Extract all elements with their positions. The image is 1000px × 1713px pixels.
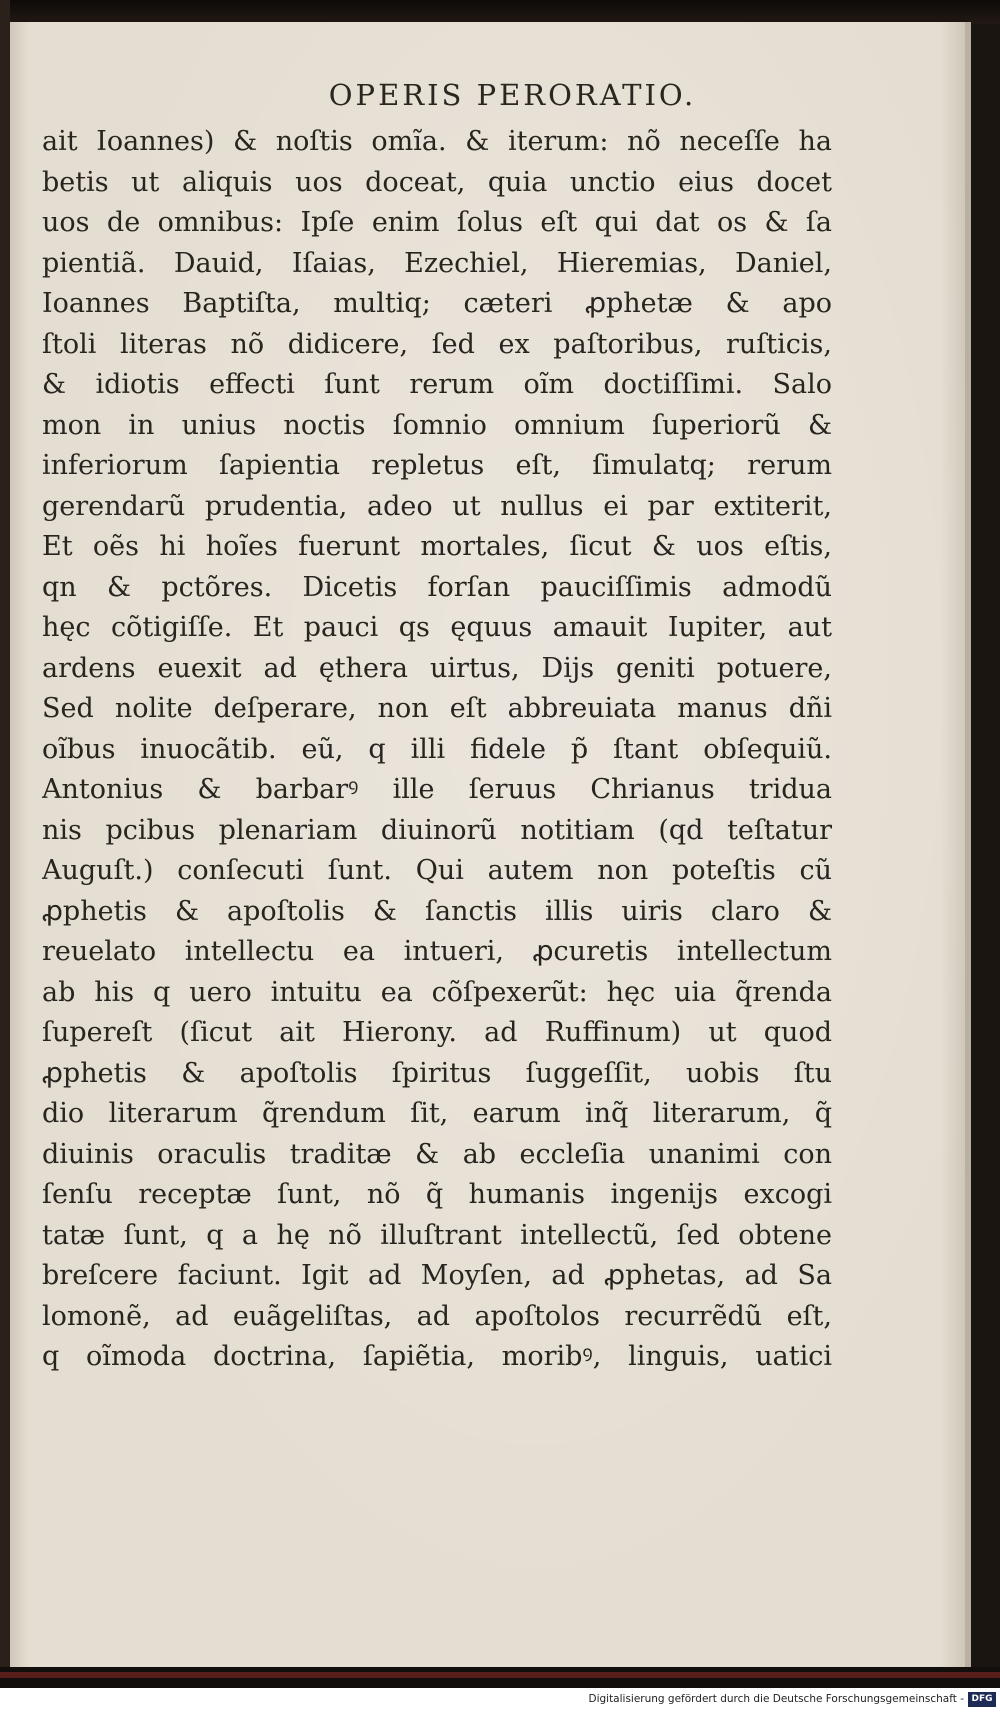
text-line: mon in unius noctis ſomnio omnium ſuperiorũ & — [42, 409, 832, 441]
book-page — [10, 22, 965, 1667]
color-stripe — [0, 1672, 1000, 1678]
text-line: Ioannes Baptiſta, multiq; cæteri ꝓphetæ & apo — [42, 288, 832, 319]
text-line: reuelato intellectu ea intueri, ꝓcuretis intellectum — [42, 936, 832, 967]
text-line: betis ut aliquis uos doceat, quia unctio eius docet — [42, 166, 832, 198]
text-line: qn & pctõres. Dicetis forſan pauciſſimis admodũ — [42, 571, 832, 603]
digitization-footer — [0, 1688, 1000, 1713]
text-line: dio literarum q̃rendum ſit, earum inq̃ literarum, q̃ — [42, 1098, 832, 1129]
text-line: pientiã. Dauid, Iſaias, Ezechiel, Hieremias, Daniel, — [42, 247, 832, 279]
running-head: OPERIS PERORATIO. — [328, 78, 697, 112]
scanner-top-edge — [0, 0, 1000, 24]
page-edge — [965, 22, 971, 1667]
text-line: ꝓphetis & apoſtolis & ſanctis illis uiris claro & — [42, 895, 832, 927]
text-line: uos de omnibus: Ipſe enim ſolus eſt qui dat os & ſa — [42, 207, 832, 238]
text-line: ait Ioannes) & noſtis omĩa. & iterum: nõ neceſſe ha — [42, 126, 832, 157]
text-line: q oĩmoda doctrina, ſapiẽtia, moribꝰ, linguis, uatici — [42, 1341, 832, 1372]
text-line: & idiotis effecti ſunt rerum oĩm doctiſſimi. Salo — [42, 369, 832, 400]
text-block — [42, 122, 832, 1378]
text-line: diuinis oraculis traditæ & ab eccleſia unanimi con — [42, 1138, 832, 1170]
text-line: breſcere faciunt. Igit ad Moyſen, ad ꝓphetas, ad Sa — [42, 1260, 832, 1291]
text-line: tatæ ſunt, q a hę nõ illuſtrant intellectũ, ſed obtene — [42, 1219, 832, 1251]
scanner-left-edge — [0, 0, 10, 1713]
text-line: Auguſt.) conſecuti ſunt. Qui autem non poteſtis cũ — [42, 855, 832, 886]
text-line: Et oẽs hi hoĩes fuerunt mortales, ſicut & uos eſtis, — [42, 531, 832, 562]
text-line: lomonẽ, ad euãgeliſtas, ad apoſtolos recurrẽdũ eſt, — [42, 1300, 832, 1332]
text-line: oĩbus inuocãtib. eũ, q illi fidele p̃ ſtant obſequiũ. — [42, 733, 832, 765]
text-line: gerendarũ prudentia, adeo ut nullus ei par extiterit, — [42, 490, 832, 522]
text-line: ſupereſt (ſicut ait Hierony. ad Ruffinum) ut quod — [42, 1017, 832, 1048]
text-line: inferiorum ſapientia repletus eſt, ſimulatq; rerum — [42, 450, 832, 481]
text-line: hęc cõtigiſſe. Et pauci qs ęquus amauit Iupiter, aut — [42, 612, 832, 643]
text-line: ardens euexit ad ęthera uirtus, Dijs geniti potuere, — [42, 652, 832, 684]
text-line: Sed nolite deſperare, non eſt abbreuiata manus dñi — [42, 693, 832, 724]
text-line: ab his q uero intuitu ea cõſpexerũt: hęc uia q̃renda — [42, 976, 832, 1008]
text-line: nis pcibus plenariam diuinorũ notitiam (qd teſtatur — [42, 814, 832, 846]
text-line: ſtoli literas nõ didicere, ſed ex paſtoribus, ruſticis, — [42, 328, 832, 360]
text-line: ꝓphetis & apoſtolis ſpiritus ſuggeſſit, uobis ſtu — [42, 1057, 832, 1089]
text-line: ſenſu receptæ ſunt, nõ q̃ humanis ingenijs excogi — [42, 1179, 832, 1210]
funding-credit: Digitalisierung gefördert durch die Deutsche Forschungsgemeinschaft - — [588, 1693, 964, 1705]
dfg-logo: DFG — [968, 1692, 996, 1707]
text-line: Antonius & barbarꝰ ille ſeruus Chrianus tridua — [42, 774, 832, 805]
